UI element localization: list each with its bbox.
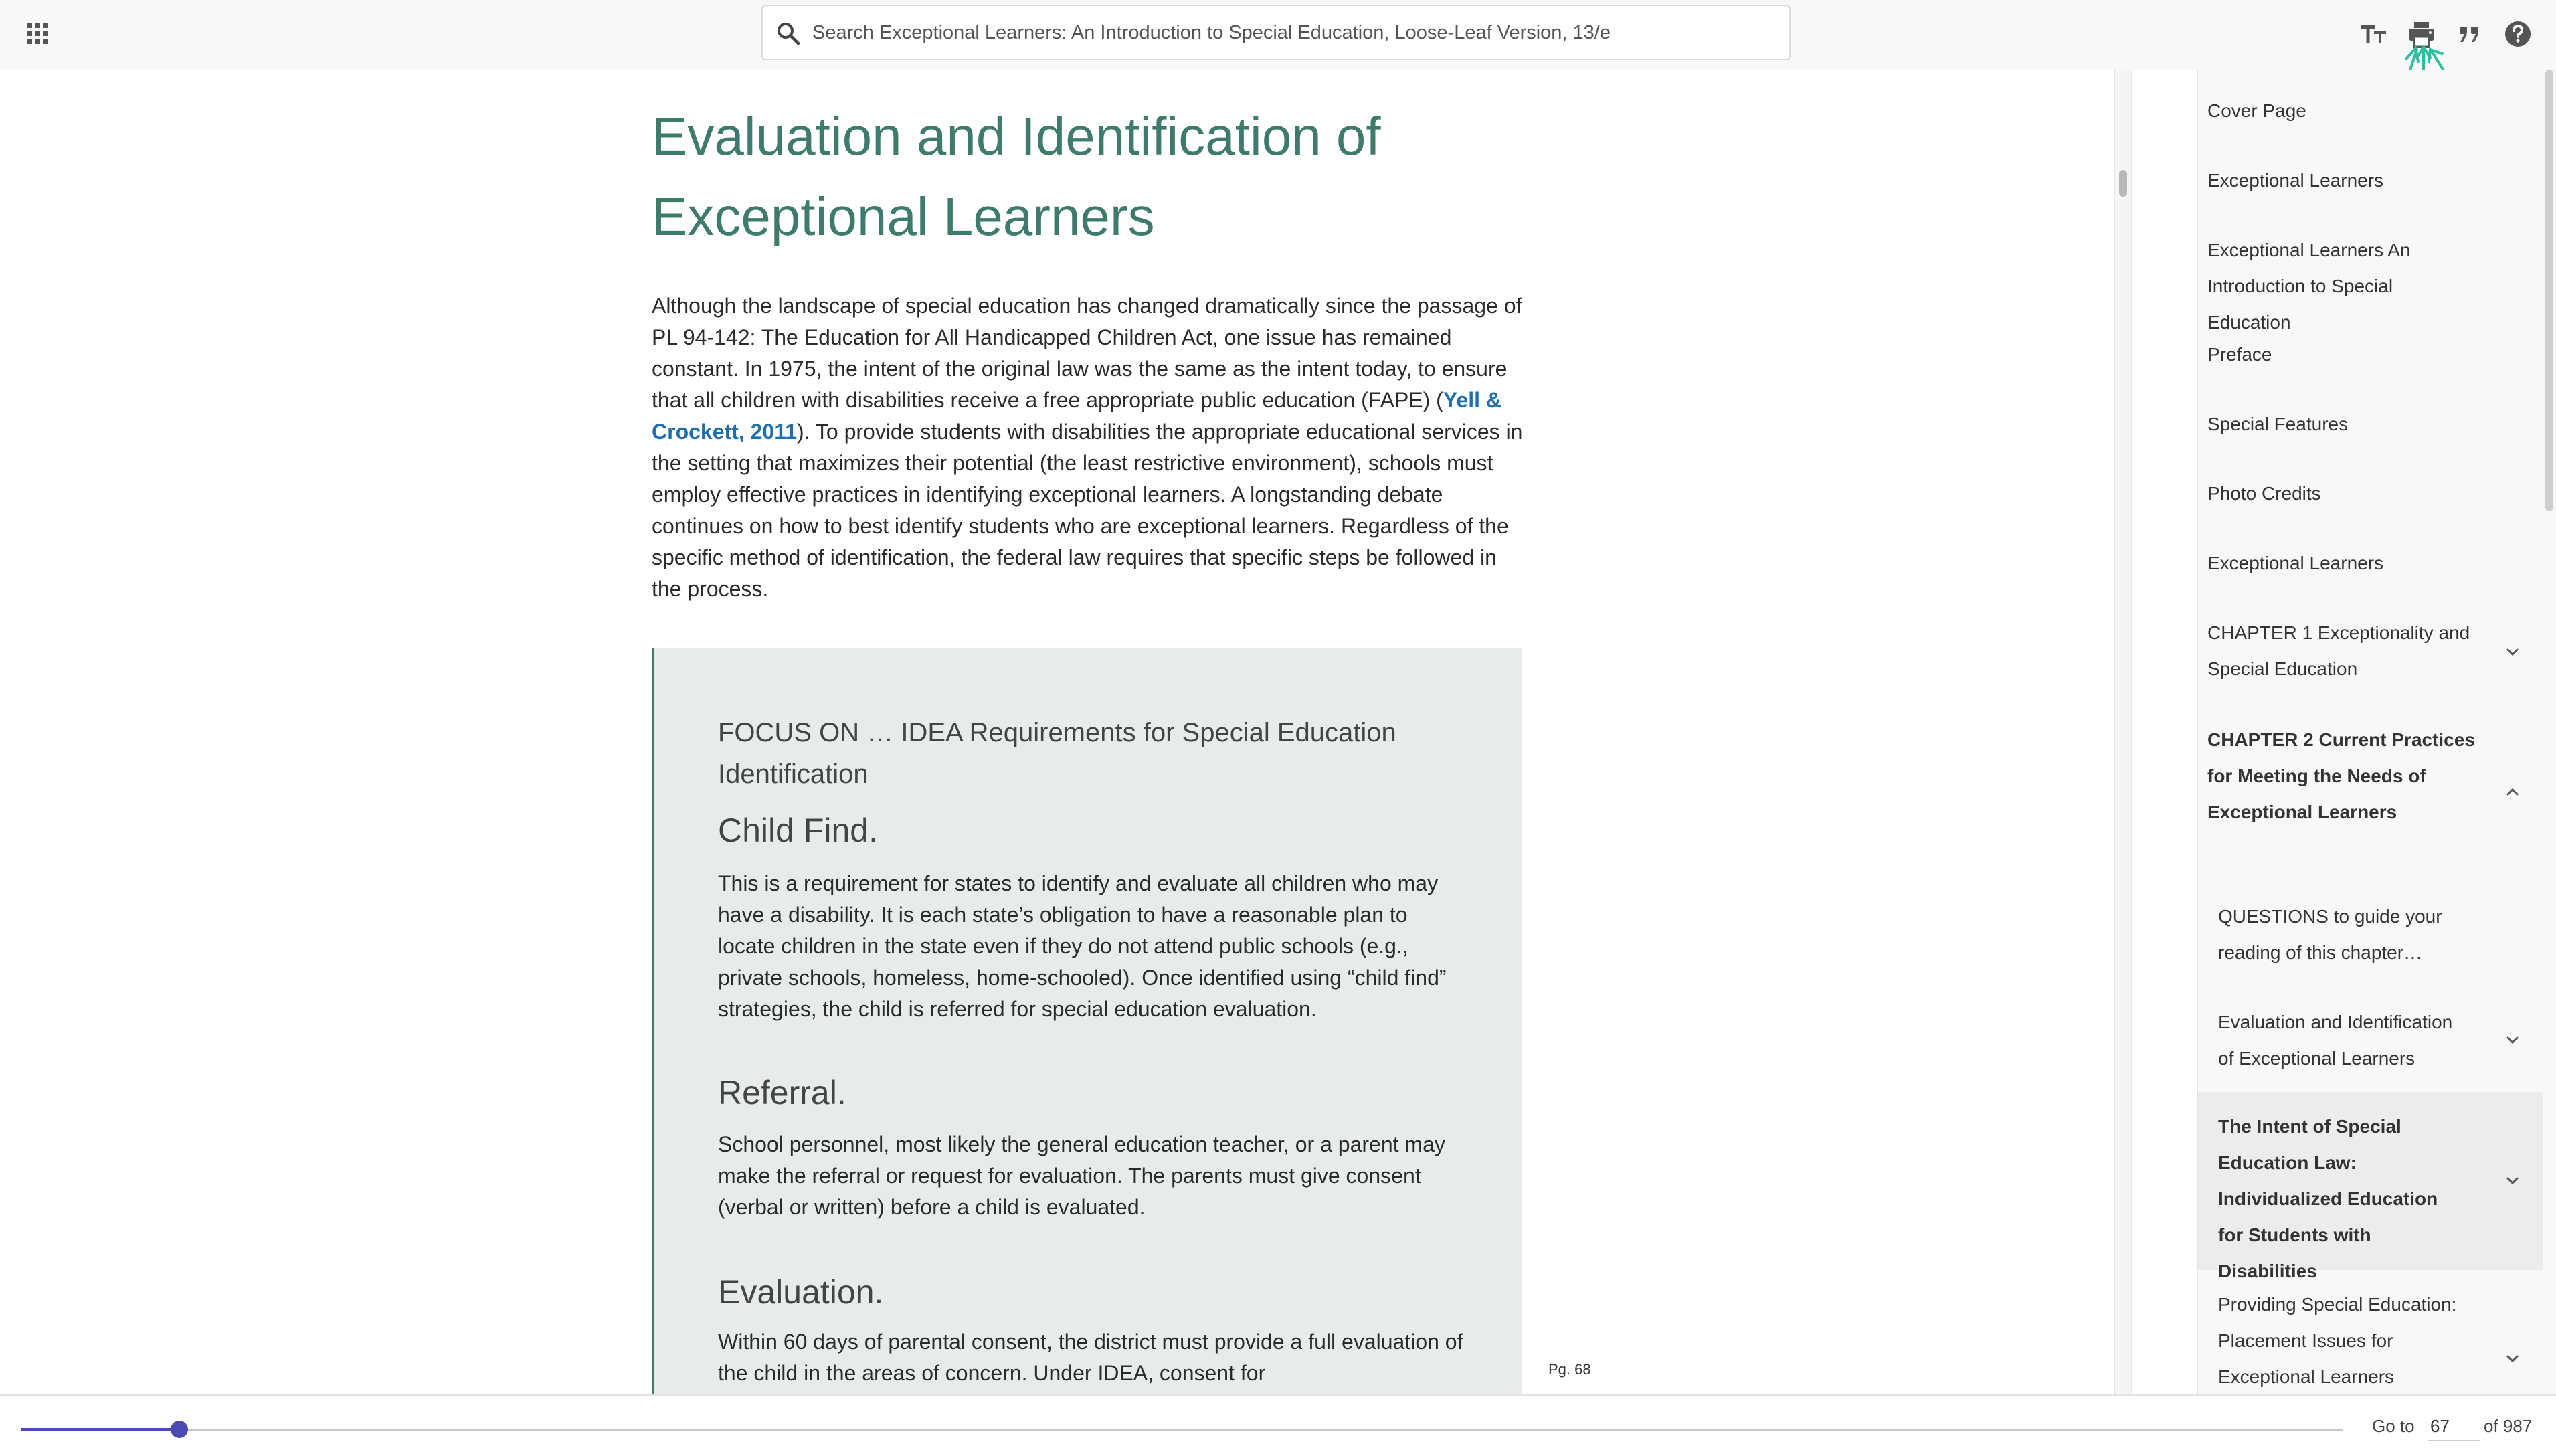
toc-item-label: Special Features [2207, 414, 2349, 434]
citation-link[interactable]: Yell & Crockett, 2011 [652, 388, 1501, 444]
toc-item-label: Exceptional Learners [2207, 553, 2384, 573]
reader-scroll-thumb[interactable] [2119, 170, 2127, 197]
toc-item-label: Photo Credits [2207, 483, 2321, 504]
apps-grid-icon[interactable] [24, 20, 51, 47]
page-slider-track[interactable] [21, 1429, 2343, 1431]
table-of-contents [2197, 70, 2543, 1394]
toc-item-label: CHAPTER 1 Exceptionality and Special Education [2207, 622, 2470, 679]
chevron-down-icon[interactable] [2502, 641, 2523, 662]
bottom-navigation-bar [0, 1394, 2556, 1456]
goto-page-input[interactable] [2428, 1412, 2480, 1441]
toc-item-label: CHAPTER 2 Current Practices for Meeting the Needs of Exceptional Learners [2207, 729, 2475, 822]
toc-item-chapter-1[interactable] [2198, 598, 2543, 705]
focus-subheading-evaluation: Evaluation. [718, 1273, 884, 1311]
toc-item-label: Evaluation and Identification of Exceptional Learners [2218, 1012, 2453, 1069]
focus-subheading-child-find: Child Find. [718, 812, 878, 849]
toc-item-exceptional-learners-2[interactable] [2198, 529, 2543, 598]
total-pages-label: of 987 [2484, 1416, 2533, 1436]
toc-item-special-features[interactable] [2198, 389, 2543, 459]
focus-subheading-referral: Referral. [718, 1074, 846, 1111]
toc-item-preface[interactable] [2198, 320, 2543, 389]
search-input[interactable] [761, 5, 1791, 60]
toc-item-label: Cover Page [2207, 100, 2306, 121]
goto-label: Go to [2372, 1416, 2415, 1436]
toc-item-label: The Intent of Special Education Law: Individualized Education for Students with Disabilities [2218, 1116, 2438, 1281]
page-slider-fill [21, 1428, 179, 1431]
intro-paragraph [652, 290, 1528, 605]
search-icon [775, 20, 802, 47]
page-title: Evaluation and Identification of Exceptional Learners [652, 106, 1381, 246]
chevron-down-icon[interactable] [2502, 1170, 2523, 1191]
toc-item-providing-special-education[interactable] [2198, 1270, 2543, 1394]
toc-item-cover-page[interactable] [2198, 76, 2543, 146]
toc-item-introduction[interactable] [2198, 215, 2543, 333]
intro-text-part-1: Although the landscape of special education has changed dramatically since the passage of PL 94-142: The Education for All Handicapped Children Act, one issue has remained constant. In 1975, the intent of the original law was the same as the intent today, to ensure that all children with disabilities receive a free appropriate public education (FAPE) ( [652, 294, 1522, 412]
toc-item-photo-credits[interactable] [2198, 459, 2543, 529]
reader-scrollbar[interactable] [2114, 70, 2132, 1394]
search-placeholder: Search Exceptional Learners: An Introduction to Special Education, Loose-Leaf Version, 13/e [812, 22, 1611, 43]
toc-item-intent-special-education-law[interactable] [2198, 1092, 2543, 1281]
chevron-up-icon[interactable] [2502, 782, 2523, 803]
toc-item-label: Providing Special Education: Placement Issues for Exceptional Learners [2218, 1294, 2457, 1387]
focus-paragraph-evaluation: Within 60 days of parental consent, the district must provide a full evaluation of the child in the areas of concern. Under IDEA, consent for [718, 1330, 1463, 1385]
focus-heading: FOCUS ON … IDEA Requirements for Special Education Identification [718, 718, 1396, 789]
focus-paragraph-child-find: This is a requirement for states to identify and evaluate all children who may have a disability. It is each state’s obligation to have a reasonable plan to locate children in the state even if they do not attend public schools (e.g., private schools, homeless, home-schooled). Once identified using “child find” strategies, the child is referred for special education evaluation. [718, 871, 1447, 1021]
toc-item-label: Preface [2207, 344, 2272, 365]
top-toolbar [0, 0, 2556, 70]
page-slider-handle[interactable] [171, 1421, 188, 1438]
toc-item-chapter-2[interactable] [2198, 705, 2543, 882]
toc-item-evaluation-identification[interactable] [2198, 988, 2543, 1092]
toc-item-label: Exceptional Learners An Introduction to Special Education [2207, 240, 2411, 333]
toc-scroll-thumb[interactable] [2545, 70, 2553, 511]
text-size-icon[interactable] [2357, 17, 2390, 51]
page-number-label: Pg. 68 [1548, 1361, 1591, 1378]
help-icon[interactable] [2501, 17, 2535, 51]
toc-item-label: Exceptional Learners [2207, 170, 2384, 191]
toc-item-exceptional-learners[interactable] [2198, 146, 2543, 215]
chevron-down-icon[interactable] [2502, 1029, 2523, 1051]
toc-item-label: QUESTIONS to guide your reading of this chapter… [2218, 906, 2442, 963]
toc-item-questions[interactable] [2198, 882, 2543, 988]
chevron-down-icon[interactable] [2502, 1348, 2523, 1369]
focus-box [652, 648, 1522, 1397]
toc-scrollbar[interactable] [2543, 70, 2556, 1394]
reading-pane [0, 70, 2114, 1394]
intro-text-part-2: ). To provide students with disabilities the appropriate educational services in the setting that maximizes their potential (the least restrictive environment), schools must employ effective practices in identifying exceptional learners. A longstanding debate continues on how to best identify students who are exceptional learners. Regardless of the specific method of identification, the federal law requires that specific steps be followed in the process. [652, 420, 1523, 601]
focus-paragraph-referral: School personnel, most likely the general education teacher, or a parent may make the referral or request for evaluation. The parents must give consent (verbal or written) before a child is evaluated. [718, 1132, 1445, 1219]
